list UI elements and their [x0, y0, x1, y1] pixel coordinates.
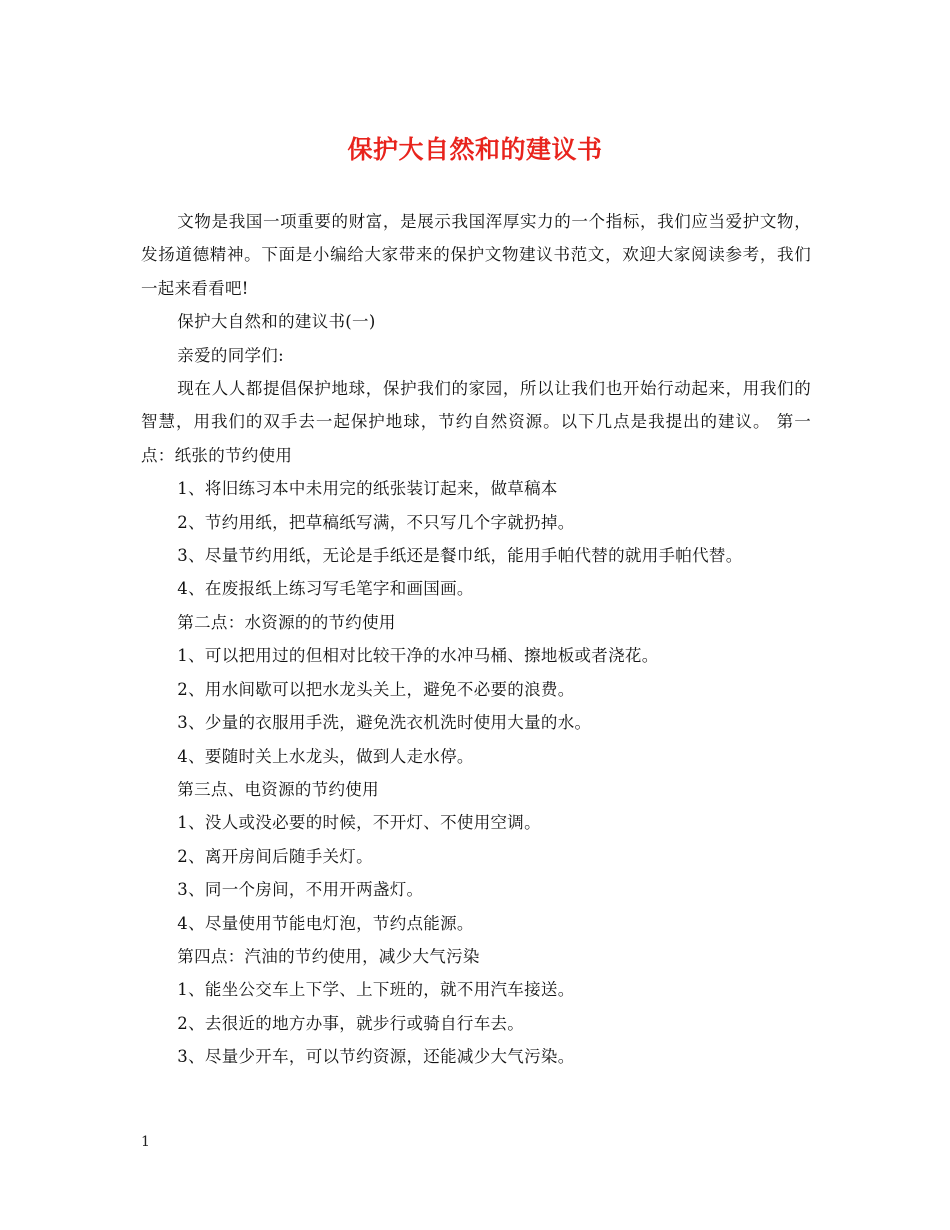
list-item: 1、没人或没必要的时候，不开灯、不使用空调。	[177, 813, 541, 833]
list-item: 1、能坐公交车上下学、上下班的，就不用汽车接送。	[177, 980, 575, 1000]
list-item: 4、要随时关上水龙头，做到人走水停。	[177, 746, 474, 766]
list-item: 3、同一个房间，不用开两盏灯。	[177, 880, 424, 900]
document-title: 保护大自然和的建议书	[347, 135, 603, 164]
section-heading: 保护大自然和的建议书(一)	[177, 312, 376, 332]
list-item: 2、去很近的地方办事，就步行或骑自行车去。	[177, 1013, 525, 1033]
list-item: 3、少量的衣服用手洗，避免洗衣机洗时使用大量的水。	[177, 713, 592, 733]
page-number: 1	[141, 1134, 150, 1150]
point-heading: 第三点、电资源的节约使用	[177, 779, 379, 799]
list-item: 1、可以把用过的但相对比较干净的水冲马桶、擦地板或者浇花。	[177, 646, 659, 666]
list-item: 4、在废报纸上练习写毛笔字和画国画。	[177, 579, 474, 599]
body-paragraph: 现在人人都提倡保护地球，保护我们的家园，所以让我们也开始行动起来，用我们的智慧，用我们的双手去一起保护地球，节约自然资源。以下几点是我提出的建议。 第一点：纸张的节约使用	[141, 379, 811, 465]
intro-paragraph: 文物是我国一项重要的财富，是展示我国浑厚实力的一个指标，我们应当爱护文物，发扬道德精神。下面是小编给大家带来的保护文物建议书范文，欢迎大家阅读参考，我们一起来看看吧!	[141, 212, 811, 298]
list-item: 2、用水间歇可以把水龙头关上，避免不必要的浪费。	[177, 679, 575, 699]
salutation: 亲爱的同学们:	[177, 345, 284, 365]
point-heading: 第二点：水资源的的节约使用	[177, 612, 396, 632]
list-item: 3、尽量节约用纸，无论是手纸还是餐巾纸，能用手帕代替的就用手帕代替。	[177, 546, 743, 566]
list-item: 2、离开房间后随手关灯。	[177, 846, 373, 866]
list-item: 2、节约用纸，把草稿纸写满，不只写几个字就扔掉。	[177, 512, 575, 532]
point-heading: 第四点：汽油的节约使用，减少大气污染	[177, 946, 480, 966]
document-body	[141, 205, 811, 1074]
list-item: 3、尽量少开车，可以节约资源，还能减少大气污染。	[177, 1047, 575, 1067]
list-item: 4、尽量使用节能电灯泡，节约点能源。	[177, 913, 474, 933]
list-item: 1、将旧练习本中未用完的纸张装订起来，做草稿本	[177, 479, 558, 499]
